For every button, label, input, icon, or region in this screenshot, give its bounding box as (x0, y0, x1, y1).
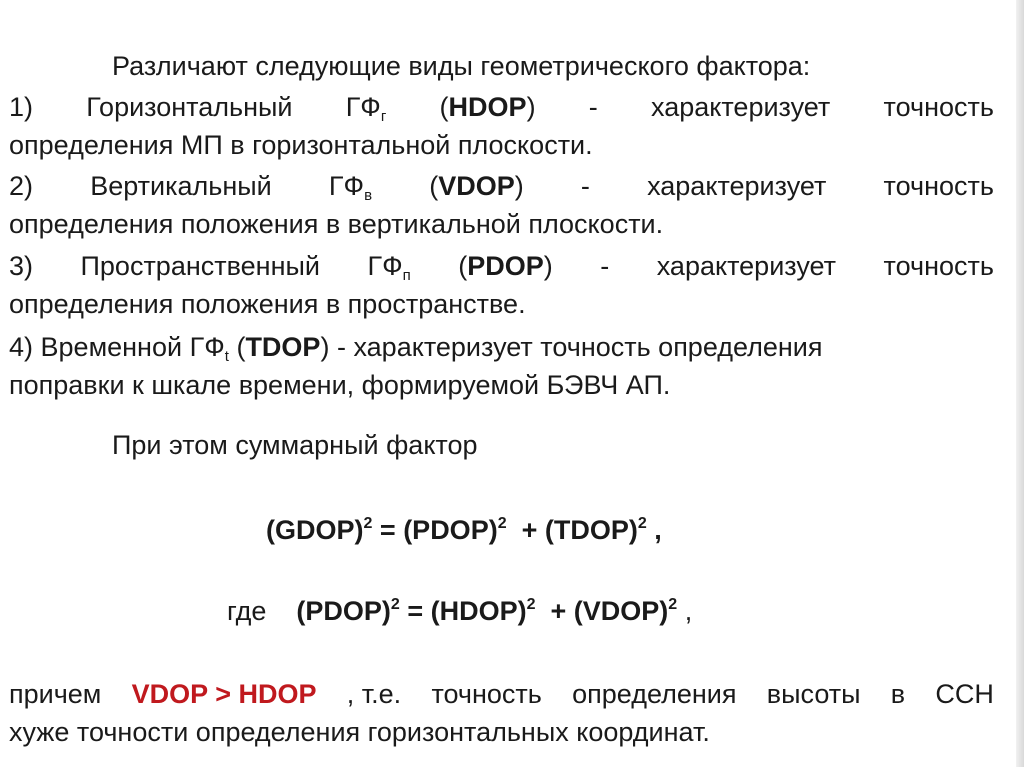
item-4-word: Временной (40, 332, 183, 362)
item-1-dash: - (588, 92, 598, 122)
item-4-number: 4) (9, 332, 34, 362)
item-1-word: Горизонтальный (86, 92, 293, 122)
conclusion-word: определения (572, 679, 737, 709)
item-3-verb: характеризует (656, 251, 837, 281)
item-1-line-2: определения МП в горизонтальной плоскости. (9, 130, 593, 160)
item-3-line-1 (9, 246, 994, 286)
item-2-line-1 (9, 166, 994, 206)
conclusion-highlight: VDOP > HDOP (131, 679, 317, 709)
formula-tdop-term: (TDOP) (544, 515, 638, 545)
item-1-verb: характеризует (651, 92, 831, 122)
item-2-verb: характеризует (647, 171, 827, 201)
item-3-word: Пространственный (80, 251, 320, 281)
conclusion-prefix: причем (9, 679, 102, 709)
item-2-line-2: определения положения в вертикальной плоскости. (9, 209, 664, 239)
item-1-abbr: (HDOP) (439, 92, 536, 122)
item-4-line-2: поправки к шкале времени, формируемой БЭВЧ АП. (9, 370, 671, 400)
item-3-number: 3) (9, 251, 34, 281)
item-2-number: 2) (9, 171, 34, 201)
item-3-noun: точность (883, 251, 994, 281)
item-3-line-2: определения положения в пространстве. (9, 289, 526, 319)
item-2-gf: $ГФ_в$ (328, 171, 373, 204)
item-1-noun: точность (883, 92, 994, 122)
item-4-line-1 (9, 327, 823, 367)
formula-where: где (227, 596, 267, 626)
formula-hdop-term: (HDOP) (430, 596, 527, 626)
conclusion-word: в (890, 679, 906, 709)
item-2-noun: точность (883, 171, 994, 201)
formula-gdop-term: (GDOP) (266, 515, 364, 545)
formula-vdop-term: (VDOP) (573, 596, 669, 626)
formula-gdop: (GDOP)$^2$ = (PDOP)$^2$ + (TDOP)$^2$ , (266, 515, 662, 545)
conclusion-line-2: хуже точности определения горизонтальных координат. (9, 717, 710, 747)
item-1-line-1 (9, 87, 994, 127)
item-2-dash: - (580, 171, 590, 201)
item-3-dash: - (600, 251, 610, 281)
conclusion-line-1 (9, 674, 994, 714)
conclusion-word: высоты (766, 679, 861, 709)
item-4-abbr: (TDOP) (236, 332, 330, 362)
conclusion-word: точность (431, 679, 542, 709)
summary-intro: При этом суммарный фактор (112, 430, 478, 460)
formula-pdop: где (PDOP)$^2$ = (HDOP)$^2$ + (VDOP)$^2$ , (227, 596, 693, 626)
item-1-number: 1) (9, 92, 34, 122)
formula-pdop-term: (PDOP) (403, 515, 498, 545)
item-3-gf: $ГФ_п$ (367, 251, 411, 284)
item-2-abbr: (VDOP) (429, 171, 524, 201)
conclusion-word: ССН (935, 679, 994, 709)
intro-text: Различают следующие виды геометрического фактора: (112, 51, 811, 81)
item-1-gf: $ГФ_г$ (345, 92, 387, 125)
slide-edge (1016, 0, 1024, 767)
item-4-tail: - характеризует точность определения (336, 332, 823, 362)
item-4-gf: $ГФ_t$ (189, 332, 229, 365)
conclusion-word: , т.е. (346, 679, 402, 709)
item-2-word: Вертикальный (90, 171, 272, 201)
item-3-abbr: (PDOP) (458, 251, 553, 281)
formula-pdop-lhs: (PDOP) (296, 596, 391, 626)
